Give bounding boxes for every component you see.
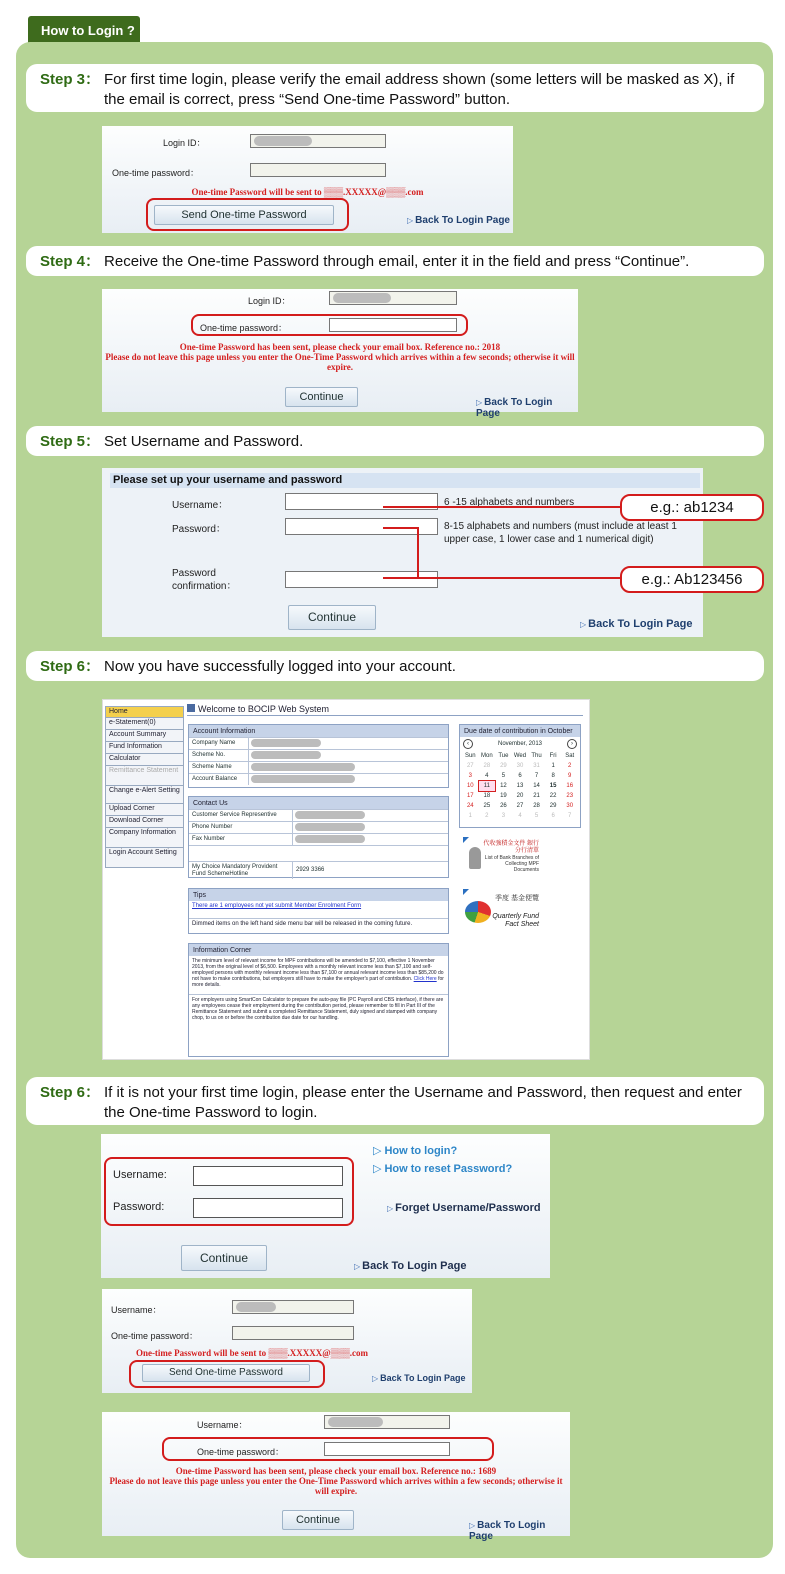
calendar-day[interactable]: 25 — [483, 803, 491, 809]
side-menu — [105, 706, 184, 868]
promo-zh: 代收強積金文件 銀行分行清單 — [483, 841, 539, 854]
menu-item[interactable]: Account Summary — [105, 730, 184, 742]
calendar-day[interactable]: 16 — [566, 783, 574, 789]
calendar-day[interactable]: 29 — [500, 763, 507, 769]
calendar-day[interactable]: 2 — [568, 763, 572, 769]
calendar-day[interactable]: 23 — [566, 793, 574, 799]
calendar-day[interactable]: 4 — [518, 813, 522, 819]
tips-box — [188, 888, 449, 934]
bocip-logo-icon — [187, 704, 195, 712]
menu-item[interactable]: Home — [105, 706, 184, 718]
otp-notice: One-time Password will be sent to ▒▒▒.XXXXX@▒▒▒.com — [135, 1348, 369, 1358]
click-here-link[interactable]: Click Here — [413, 976, 437, 982]
username-field[interactable] — [232, 1300, 354, 1314]
highlight-box — [162, 1437, 494, 1461]
box-title: Information Corner — [189, 944, 448, 956]
login-id-label: Login ID： — [163, 138, 206, 148]
continue-button[interactable]: Continue — [282, 1510, 354, 1530]
calendar-day[interactable]: 27 — [466, 763, 474, 769]
highlight-box — [104, 1157, 354, 1226]
otp-notice: One-time Password will be sent to ▒▒▒.XXXXX@▒▒▒.com — [191, 187, 424, 197]
forget-credentials-link[interactable]: ▷ Forget Username/Password — [387, 1202, 541, 1214]
back-to-login-link[interactable]: ▷ Back To Login Page — [407, 215, 510, 226]
calendar-day[interactable]: 3 — [468, 773, 472, 779]
welcome-text: Welcome to BOCIP Web System — [198, 704, 330, 714]
confirm-label: Password confirmation： — [172, 568, 237, 592]
row-label: Fax Number — [189, 834, 293, 845]
username-hint: 6 -15 alphabets and numbers — [444, 497, 575, 508]
calendar-day[interactable]: 31 — [533, 763, 540, 769]
box-title: Account Information — [189, 725, 448, 737]
otp-label: One-time password： — [200, 323, 288, 333]
menu-item[interactable]: Fund Information — [105, 742, 184, 754]
calendar-day[interactable]: 6 — [518, 773, 522, 779]
step-label: Step 3： — [40, 71, 101, 88]
calendar-day[interactable]: 7 — [534, 773, 539, 779]
screenshot-dashboard — [102, 699, 590, 1060]
calendar-day[interactable]: 11 — [479, 781, 496, 791]
tips-link[interactable]: There are 1 employees not yet submit Member Enrolment Form — [192, 903, 362, 909]
calendar-day[interactable]: 22 — [549, 793, 557, 799]
corner-icon — [463, 889, 469, 895]
row-label: Customer Service Representive — [189, 810, 293, 821]
how-to-login-tab: How to Login ? — [28, 16, 140, 44]
step-label: Step 6： — [40, 658, 101, 675]
calendar-day[interactable]: 10 — [466, 783, 474, 789]
calendar-day[interactable]: 30 — [566, 803, 574, 809]
promo-text: List of Bank Branches of Collecting MPF Documents — [484, 855, 539, 873]
otp-expire-notice: Please do not leave this page unless you enter the One-Time Password which arrives within a few seconds; otherwise it will expire. — [105, 352, 575, 372]
person-icon — [469, 847, 481, 869]
menu-item[interactable]: Company Information — [105, 828, 184, 848]
row-label: My Choice Mandatory Provident Fund SchemeHotline — [189, 862, 293, 879]
weekday-label: Sun — [464, 753, 476, 759]
back-to-login-link[interactable]: ▷ Back To Login Page — [372, 1373, 466, 1383]
calendar-day[interactable]: 29 — [549, 803, 557, 809]
username-label: Username: — [113, 1169, 167, 1181]
weekday-label: Fri — [549, 753, 557, 759]
row-label: Scheme Name — [189, 762, 249, 773]
account-info-box — [188, 724, 449, 788]
username-field[interactable] — [324, 1415, 450, 1429]
fund-fact-sheet-promo[interactable] — [463, 889, 539, 933]
menu-item: Remittance Statement — [105, 766, 184, 786]
step-label: Step 4： — [40, 253, 101, 270]
screenshot-send-otp — [102, 1289, 472, 1393]
calendar-day[interactable]: 8 — [551, 773, 555, 779]
calendar-grid — [460, 751, 580, 821]
calendar-day[interactable]: 1 — [551, 763, 555, 769]
calendar-day[interactable]: 20 — [516, 793, 524, 799]
send-otp-button[interactable]: Send One-time Password — [154, 205, 334, 225]
pie-chart-icon — [465, 901, 491, 923]
calendar-day[interactable]: 12 — [500, 783, 507, 789]
calendar-day[interactable]: 5 — [534, 813, 539, 819]
step-text: For first time login, please verify the email address shown (some letters will be masked as X), if the email is correct, press “Send One-time Password” button. — [104, 71, 735, 108]
menu-item[interactable]: e-Statement(0) — [105, 718, 184, 730]
send-otp-button[interactable]: Send One-time Password — [142, 1364, 310, 1382]
calendar-day[interactable]: 7 — [568, 813, 572, 819]
calendar-day[interactable]: 19 — [500, 793, 507, 799]
calendar-title: Due date of contribution in October — [460, 725, 580, 737]
step-6 — [26, 651, 764, 681]
password-example: e.g.: Ab123456 — [620, 566, 764, 593]
weekday-label: Wed — [513, 753, 527, 759]
step-text: Receive the One-time Password through email, enter it in the field and press “Continue”. — [104, 253, 690, 270]
otp-expire-notice: Please do not leave this page unless you enter the One-Time Password which arrives within a few seconds; otherwise it will expire. — [109, 1476, 563, 1496]
menu-item[interactable]: Change e-Alert Setting — [105, 786, 184, 804]
calendar-day[interactable]: 9 — [568, 773, 572, 779]
calendar — [459, 724, 581, 828]
calendar-day[interactable]: 26 — [500, 803, 507, 809]
corner-icon — [463, 837, 469, 843]
calendar-day[interactable]: 3 — [501, 813, 506, 819]
info-text-end: for more details. — [192, 976, 444, 988]
login-id-label: Login ID： — [248, 296, 291, 306]
prev-month-icon[interactable]: ‹ — [463, 739, 473, 749]
menu-item[interactable]: Download Corner — [105, 816, 184, 828]
calendar-day[interactable]: 5 — [501, 773, 506, 779]
calendar-day[interactable]: 6 — [551, 813, 555, 819]
back-to-login-link[interactable]: ▷ Back To Login Page — [476, 397, 578, 419]
hotline-number: 2929 3366 — [296, 867, 325, 873]
username-label: Username： — [197, 1420, 248, 1430]
back-to-login-link[interactable]: ▷ Back To Login Page — [469, 1520, 570, 1542]
calendar-day[interactable]: 2 — [485, 813, 489, 819]
tips-note: Dimmed items on the left hand side menu bar will be released in the coming future. — [189, 918, 448, 930]
menu-item[interactable]: Calculator — [105, 754, 184, 766]
row-label: Account Balance — [189, 774, 249, 785]
promo-zh: 季度 基金便覽 — [495, 895, 539, 902]
calendar-day[interactable]: 27 — [516, 803, 524, 809]
row-label: Company Name — [189, 738, 249, 749]
info-text: The minimum level of relevant income for MPF contributions will be amended to $7,100, effective 1 November 2013, from the original level of $6,500. Employees with a monthly relevant income less than $7,100 and self-employed persons with monthly relevant income less than $7,100 or annual relevant income less than $85,200 do not have to make contributions, but employers still have to make the employer's part of contribution. — [192, 958, 444, 982]
bank-branches-promo[interactable] — [463, 837, 539, 885]
calendar-day[interactable]: 17 — [466, 793, 474, 799]
weekday-label: Tue — [498, 753, 509, 759]
calendar-day[interactable]: 30 — [516, 763, 524, 769]
contact-us-box — [188, 796, 449, 878]
box-title: Tips — [189, 889, 448, 901]
how-to-login-link[interactable]: ▷ How to login? — [373, 1144, 457, 1157]
promo-text: Quarterly Fund Fact Sheet — [492, 913, 539, 928]
calendar-day[interactable]: 4 — [485, 773, 489, 779]
step-text: Now you have successfully logged into your account. — [104, 658, 456, 675]
step-label: Step 5： — [40, 433, 101, 450]
continue-button[interactable]: Continue — [181, 1245, 267, 1271]
back-to-login-link[interactable]: ▷ Back To Login Page — [354, 1260, 466, 1272]
password-hint: 8-15 alphabets and numbers (must include at least 1 upper case, 1 lower case and 1 numerical digit) — [444, 521, 677, 545]
weekday-label: Sat — [565, 753, 575, 759]
info-corner-box — [188, 943, 449, 1057]
screenshot-returning-login — [101, 1134, 550, 1278]
calendar-day[interactable]: 24 — [466, 803, 474, 809]
otp-label: One-time password： — [197, 1447, 285, 1457]
otp-sent-notice: One-time Password has been sent, please check your email box. Reference no.: 1689 — [175, 1466, 497, 1476]
screenshot-enter-otp — [102, 1412, 570, 1542]
continue-button[interactable]: Continue — [288, 605, 376, 630]
highlight-box — [129, 1360, 325, 1388]
box-title: Contact Us — [189, 797, 448, 809]
calendar-day[interactable]: 28 — [533, 803, 540, 809]
otp-label: One-time password： — [112, 168, 200, 178]
how-to-reset-link[interactable]: ▷ How to reset Password? — [373, 1162, 512, 1175]
menu-item[interactable]: Upload Corner — [105, 804, 184, 816]
step-text: If it is not your first time login, please enter the Username and Password, then request and enter the One-time Password to login. — [104, 1084, 742, 1121]
setup-header: Please set up your username and password — [110, 473, 700, 488]
calendar-day[interactable]: 1 — [468, 813, 472, 819]
row-label: Phone Number — [189, 822, 293, 833]
weekday-label: Thu — [531, 753, 542, 759]
otp-sent-notice: One-time Password has been sent, please check your email box. Reference no.: 2018 — [179, 342, 501, 352]
step-label: Step 6： — [40, 1084, 101, 1101]
calendar-day[interactable]: 13 — [516, 783, 524, 789]
calendar-day[interactable]: 14 — [533, 783, 540, 789]
step-text: Set Username and Password. — [104, 433, 304, 450]
calendar-day[interactable]: 21 — [533, 793, 540, 799]
back-to-login-link[interactable]: ▷ Back To Login Page — [580, 618, 692, 630]
otp-label: One-time password： — [111, 1331, 199, 1341]
calendar-day[interactable]: 15 — [549, 783, 557, 789]
next-month-icon[interactable]: › — [567, 739, 577, 749]
calendar-day[interactable]: 18 — [483, 793, 491, 799]
row-label: Scheme No. — [189, 750, 249, 761]
menu-item[interactable]: Login Account Setting — [105, 848, 184, 868]
step-6-returning — [26, 1077, 764, 1125]
username-example: e.g.: ab1234 — [620, 494, 764, 521]
otp-field[interactable] — [232, 1326, 354, 1340]
weekday-label: Mon — [481, 753, 493, 759]
username-label: Username： — [172, 500, 229, 511]
continue-button[interactable]: Continue — [285, 387, 358, 407]
calendar-month: November, 2013 — [497, 741, 543, 747]
username-label: Username： — [111, 1305, 162, 1315]
info-text-2: For employers using SmartCon Calculator to prepare the auto-pay file (PC Payroll and CBS interface), if there are any employees cease their employment during the contribution period, please remember to fill in Part III of the Remittance Statement and submit a completed Remittance Statement, duly signed and stamped with company chop, to us on or before the contribution due date for our handling. — [189, 994, 448, 1023]
password-label: Password: — [113, 1201, 165, 1213]
welcome-title — [187, 704, 583, 716]
calendar-day[interactable]: 28 — [483, 763, 491, 769]
password-label: Password： — [172, 524, 226, 535]
